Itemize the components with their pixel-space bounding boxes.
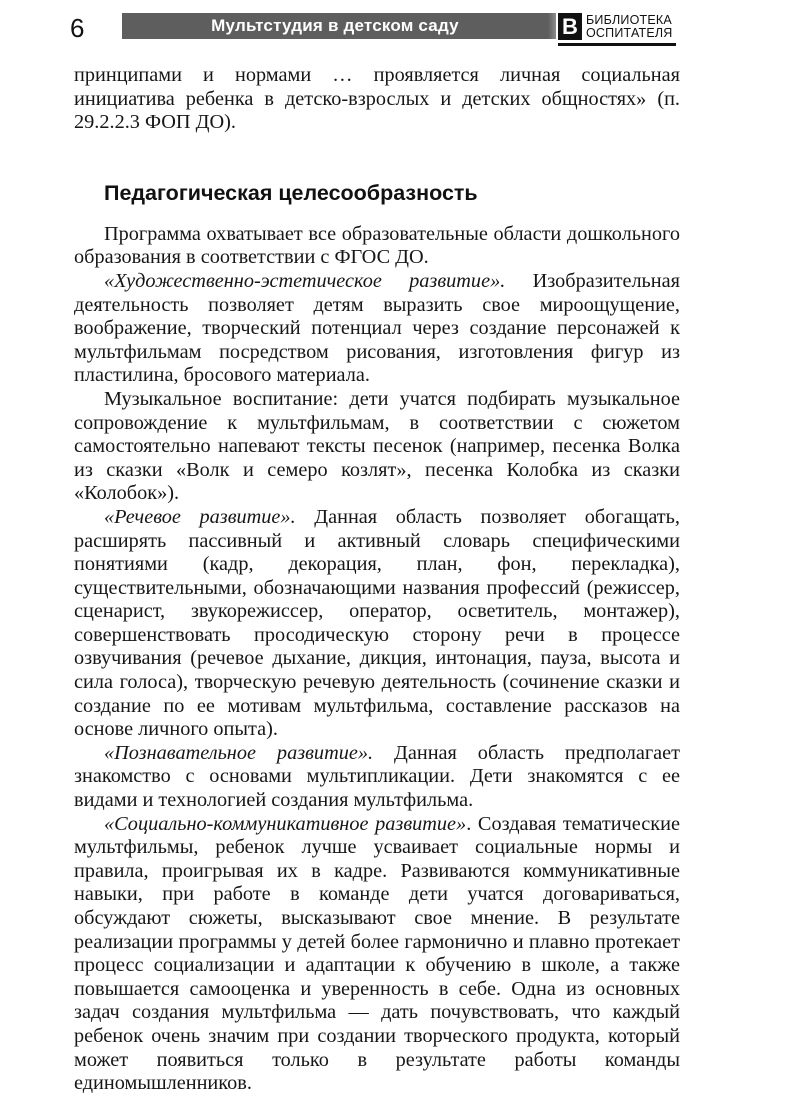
header-bar-tail	[548, 13, 556, 39]
series-logo-line1: БИБЛИОТЕКА	[586, 13, 672, 27]
paragraph-speech-development-term: «Речевое развитие».	[104, 505, 296, 528]
page-content	[74, 64, 680, 1096]
page-number: 6	[70, 13, 85, 43]
paragraph-speech-development-text: Данная область позволяет обогащать, расширять пассивный и активный словарь специфическими понятиями (кадр, декорация, план, фон, перекладка), существительными, обозначающими названия профессий (режиссер, сценарист, звукорежиссер, оператор, осветитель, монтажер), совершенствовать просодическую сторону речи в процессе озвучивания (речевое дыхание, дикция, интонация, пауза, высота и сила голоса), творческую речевую деятельность (сочинение сказки и создание по ее мотивам мультфильма, составление рассказов на основе личного опыта).	[74, 505, 680, 741]
series-logo-line2: ОСПИТАТЕЛЯ	[586, 26, 673, 40]
paragraph-cognitive-development-term: «Познавательное развитие».	[104, 741, 374, 764]
series-logo	[558, 13, 676, 46]
paragraph-music-education: Музыкальное воспитание: дети учатся подбирать музыкальное сопровождение к мультфильмам, в соответствии с сюжетом самостоятельно напевают тексты песенок (например, песенка Волка из сказки «Волк и семеро козлят», песенка Колобка из сказки «Колобок»).	[74, 387, 680, 505]
paragraph-social-development-term: «Социально-коммуникативное развитие»	[104, 812, 467, 835]
paragraph-artistic-development-term: «Художественно-эстетическое развитие».	[104, 269, 506, 292]
paragraph-social-development	[74, 813, 680, 1096]
intro-paragraph: принципами и нормами … проявляется личная социальная инициатива ребенка в детско-взрослых и детских общностях» (п. 29.2.2.3 ФОП ДО).	[74, 64, 680, 134]
paragraph-artistic-development-text: Изобразительная деятельность позволяет детям выразить свое мироощущение, воображение, творческий потенциал через создание персонажей к мультфильмам посредством рисования, изготовления фигур из пластилина, бросового материала.	[74, 269, 680, 387]
section-heading: Педагогическая целесообразность	[104, 180, 478, 205]
paragraph-social-development-text: . Создавая тематические мультфильмы, ребенок лучше усваивает социальные нормы и правила, проигрывая их в кадре. Развиваются коммуникативные навыки, при работе в команде дети учатся договариваться, обсуждают сюжеты, высказывают свое мнение. В результате реализации программы у детей более гармонично и плавно протекает процесс социализации и адаптации к обучению в школе, а также повышается самооценка и уверенность в себе. Одна из основных задач создания мультфильма — дать почувствовать, что каждый ребенок очень значим при создании творческого продукта, который может появиться только в результате работы команды единомышленников.	[74, 812, 680, 1095]
paragraph-cognitive-development-text: Данная область предполагает знакомство с основами мультипликации. Дети знакомятся с ее видами и технологией создания мультфильма.	[74, 741, 681, 812]
running-title: Мультстудия в детском саду	[122, 13, 548, 39]
paragraph-speech-development	[74, 506, 680, 742]
series-logo-letter: В	[558, 13, 582, 40]
paragraph-artistic-development	[74, 270, 680, 388]
paragraph-programme-scope: Программа охватывает все образовательные области дошкольного образования в соответствии с ФГОС ДО.	[74, 222, 680, 269]
page-header	[70, 13, 676, 43]
paragraph-cognitive-development	[74, 742, 680, 813]
